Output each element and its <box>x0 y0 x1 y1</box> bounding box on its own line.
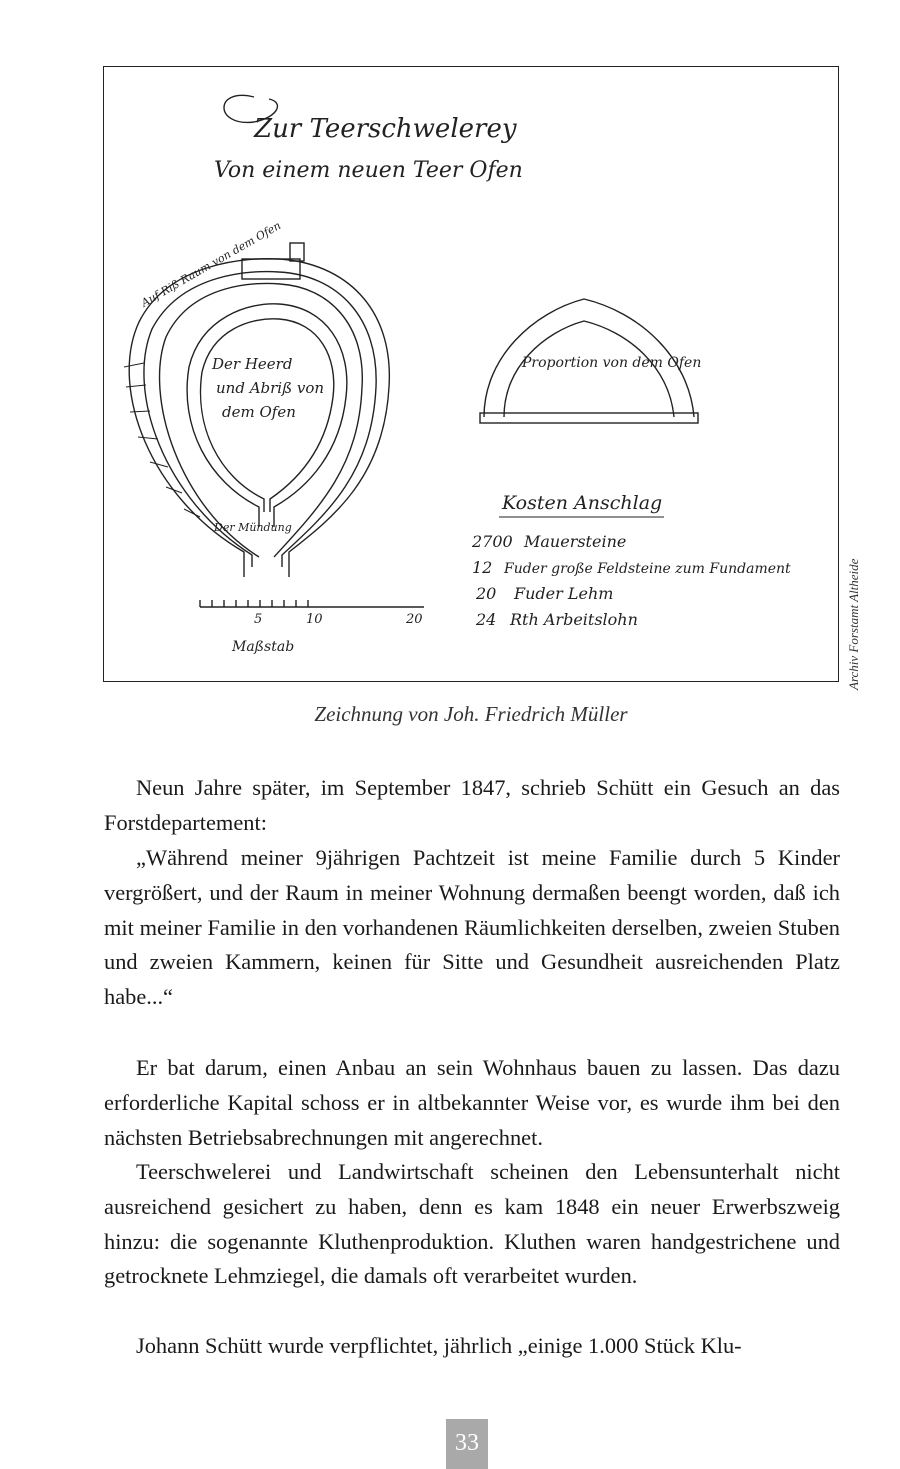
scale-tick-20: 20 <box>406 612 423 627</box>
inner-text-2: und Abriß von <box>216 379 325 397</box>
archive-credit <box>846 520 862 690</box>
outer-ring-label: Auf Riß Raum von dem Ofen <box>139 218 284 310</box>
scale-ticks <box>200 600 308 607</box>
figure-caption: Zeichnung von Joh. Friedrich Müller <box>314 702 628 726</box>
inner-text-1: Der Heerd <box>212 355 293 373</box>
scale-tick-5: 5 <box>254 612 263 627</box>
inner-text-3: dem Ofen <box>222 403 296 421</box>
page-number: 33 <box>446 1419 488 1469</box>
paragraph-5: Johann Schütt wurde verpflichtet, jährlich „einige 1.000 Stück Klu- <box>136 1333 742 1358</box>
cost-qty-3: 20 <box>476 584 497 603</box>
paragraph-quote: „Während meiner 9jährigen Pachtzeit ist meine Familie durch 5 Kinder vergrößert, und der Raum in meiner Wohnung dermaßen beengt worden, daß ich mit meiner Familie in den vorhandenen Räumlichkeiten derselben, zweien Stuben und zweien Kammern, keinen für Sitte und Gesundheit ausreichenden Platz habe...“ <box>104 845 840 1010</box>
scale-tick-10: 10 <box>306 612 323 627</box>
archive-credit-text: Archiv Forstamt Altheide <box>846 558 861 690</box>
title-line-2: Von einem neuen Teer Ofen <box>214 158 523 183</box>
cost-qty-4: 24 <box>476 610 497 629</box>
ring-hatching <box>124 363 200 517</box>
cost-label-4: Rth Arbeitslohn <box>510 610 638 629</box>
title-line-1: Zur Teerschwelerey <box>254 114 517 144</box>
cost-qty-1: 2700 <box>472 532 513 551</box>
mouth-label: Der Mündung <box>214 521 292 534</box>
chimney-box <box>242 259 300 279</box>
cost-label-1: Mauersteine <box>524 532 627 551</box>
paragraph-4: Teerschwelerei und Landwirtschaft scheinen den Lebensunterhalt nicht ausreichend gesichert zu haben, denn es kam 1848 ein neuer Erwerbszweig hinzu: die sogenannte Kluthenproduktion. Kluthen waren handgestrichene und getrocknete Lehmziegel, die damals oft verarbeitet wurden. <box>104 1159 840 1289</box>
cost-qty-2: 12 <box>472 558 493 577</box>
arch-base <box>480 413 698 423</box>
scale-label: Maßstab <box>232 639 295 655</box>
cost-heading: Kosten Anschlag <box>502 492 663 514</box>
drawing-figure <box>103 66 839 682</box>
cost-label-2: Fuder große Feldsteine zum Fundament <box>504 561 791 577</box>
proportion-label: Proportion von dem Ofen <box>522 355 702 371</box>
chimney-top <box>290 243 304 261</box>
paragraph-1: Neun Jahre später, im September 1847, schrieb Schütt ein Gesuch an das Forstdepartement: <box>104 775 840 835</box>
paragraph-3: Er bat darum, einen Anbau an sein Wohnhaus bauen zu lassen. Das dazu erforderliche Kapital schoss er in altbekannter Weise vor, es wurde ihm bei den nächsten Betriebsabrechnungen mit angerechnet. <box>104 1055 840 1150</box>
cost-label-3: Fuder Lehm <box>514 584 614 603</box>
kiln-drawing <box>104 67 839 682</box>
